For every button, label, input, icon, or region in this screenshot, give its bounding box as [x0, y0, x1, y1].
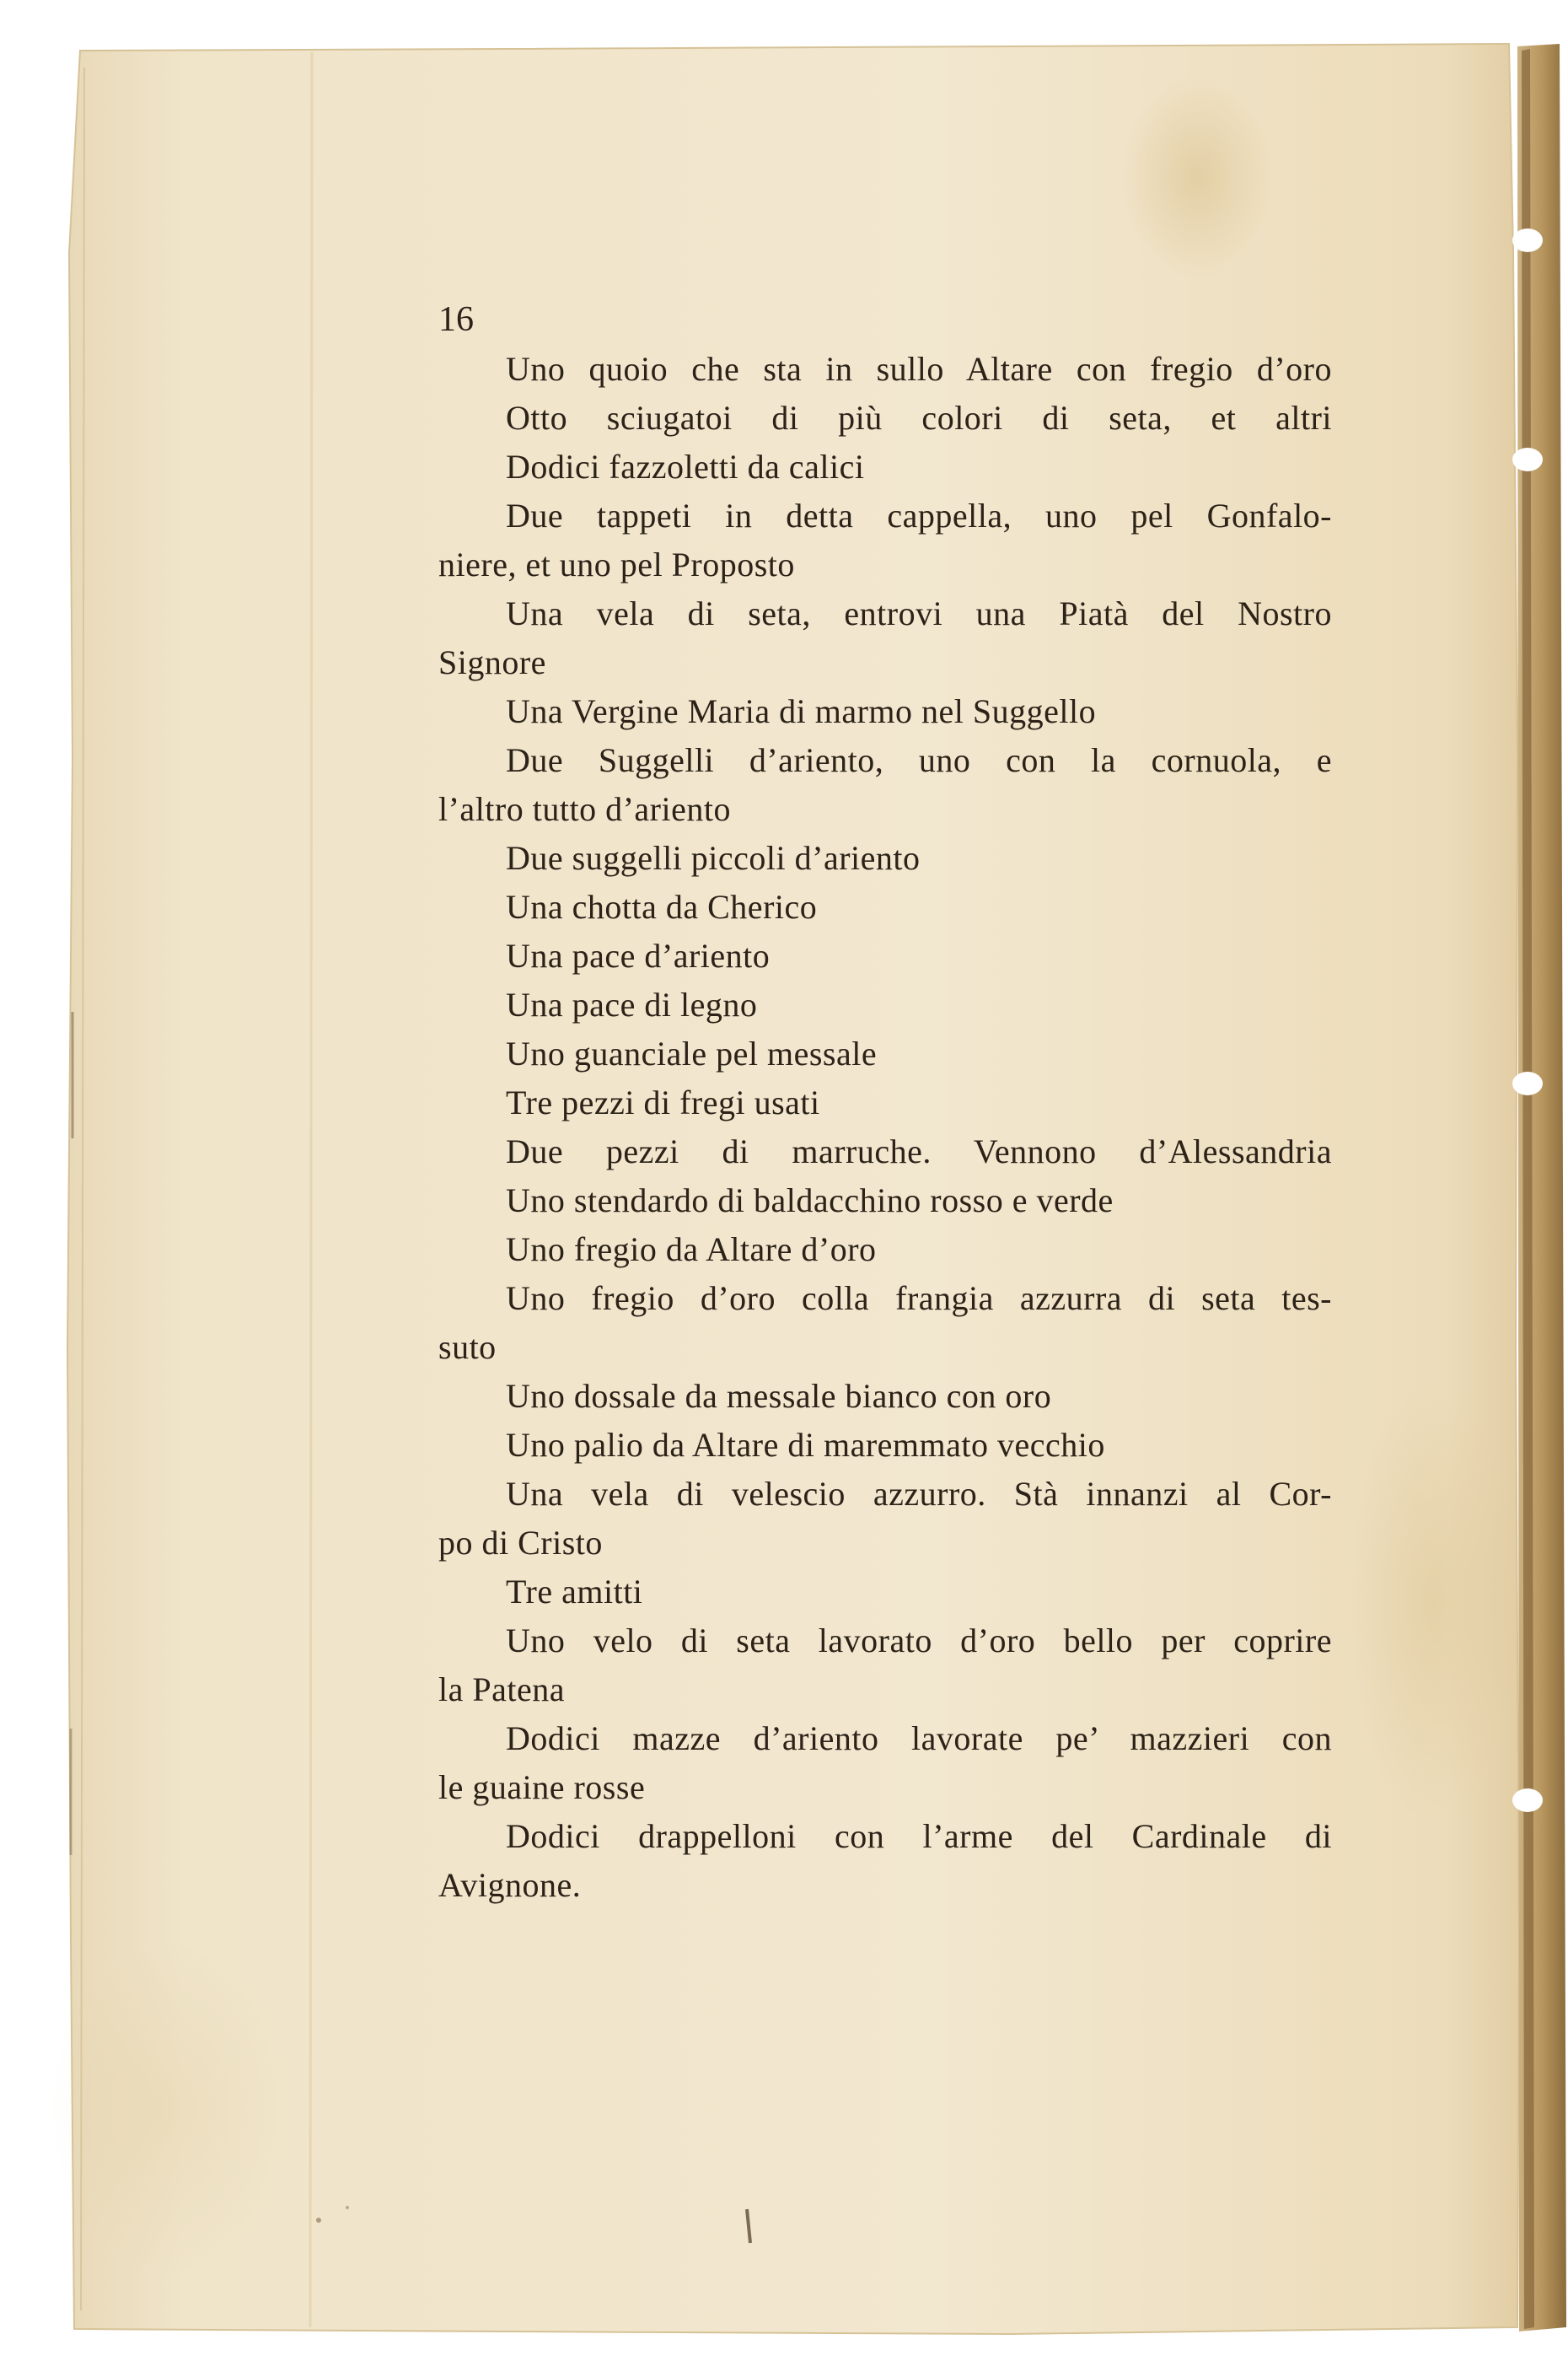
- text-line: Uno stendardo di baldacchino rosso e verde: [506, 1181, 1114, 1219]
- text-line: po di Cristo: [438, 1524, 603, 1562]
- text-line: Due tappeti in detta cappella, uno pel Gonfalo-: [506, 497, 1332, 535]
- text-line: l’altro tutto d’ariento: [438, 790, 731, 828]
- text-line: Dodici fazzoletti da calici: [506, 448, 865, 486]
- text-line: Uno quoio che sta in sullo Altare con fregio d’oro: [506, 350, 1332, 388]
- text-line: Dodici mazze d’ariento lavorate pe’ mazzieri con: [506, 1719, 1332, 1757]
- text-line: niere, et uno pel Proposto: [438, 546, 795, 584]
- text-line: Una vela di velescio azzurro. Stà innanzi al Cor-: [506, 1475, 1332, 1513]
- text-line: Uno palio da Altare di maremmato vecchio: [506, 1426, 1105, 1464]
- text-line: Due suggelli piccoli d’ariento: [506, 839, 921, 877]
- text-line: Dodici drappelloni con l’arme del Cardinale di: [506, 1817, 1332, 1855]
- text-line: Due pezzi di marruche. Vennono d’Alessandria: [506, 1132, 1332, 1170]
- text-line: Uno fregio da Altare d’oro: [506, 1230, 877, 1268]
- text-line: la Patena: [438, 1670, 565, 1708]
- text-line: Uno dossale da messale bianco con oro: [506, 1377, 1052, 1415]
- text-line: Una chotta da Cherico: [506, 888, 818, 926]
- text-line: Una pace d’ariento: [506, 937, 771, 975]
- text-line: Una pace di legno: [506, 986, 758, 1024]
- text-line: Tre amitti: [506, 1573, 643, 1611]
- text-line: suto: [438, 1328, 497, 1366]
- page-number: 16: [438, 300, 474, 339]
- text-line: Uno fregio d’oro colla frangia azzurra di seta tes-: [506, 1279, 1332, 1317]
- text-line: Uno velo di seta lavorato d’oro bello per coprire: [506, 1622, 1332, 1659]
- text-line: Uno guanciale pel messale: [506, 1035, 878, 1073]
- text-line: Avignone.: [438, 1866, 582, 1904]
- text-line: Due Suggelli d’ariento, uno con la cornuola, e: [506, 741, 1332, 779]
- text-line: Otto sciugatoi di più colori di seta, et altri: [506, 399, 1332, 437]
- text-line: le guaine rosse: [438, 1768, 646, 1806]
- text-line: Una vela di seta, entrovi una Piatà del Nostro: [506, 594, 1332, 632]
- text-line: Signore: [438, 643, 546, 681]
- text-line: Tre pezzi di fregi usati: [506, 1084, 820, 1121]
- text-line: Una Vergine Maria di marmo nel Suggello: [506, 692, 1097, 730]
